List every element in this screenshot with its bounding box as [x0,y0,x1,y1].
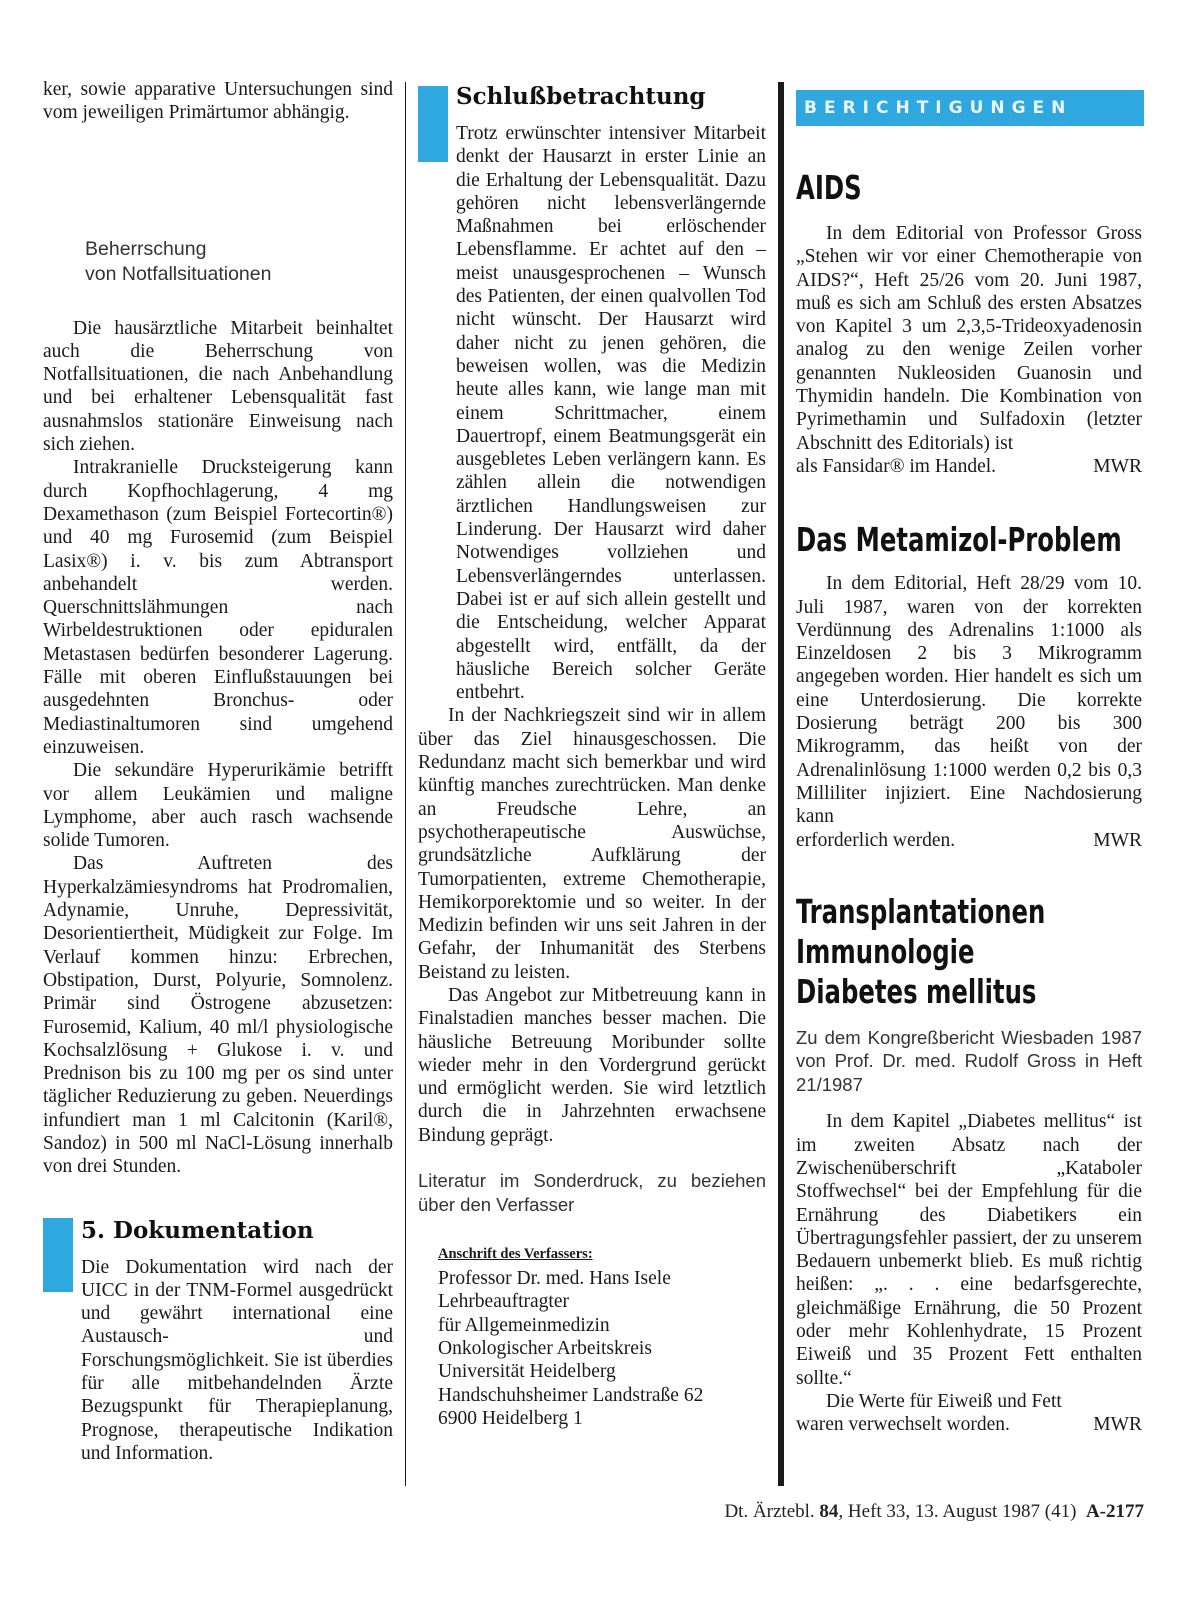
journal-name: Dt. Ärztebl. [724,1501,815,1522]
address-line: 6900 Heidelberg 1 [438,1407,583,1429]
column-divider-left [405,82,406,1486]
page-number: A-2177 [1085,1501,1144,1522]
paragraph-end: als Fansidar® im Handel. [796,455,997,477]
column-2 [418,78,766,1430]
paragraph: In dem Editorial, Heft 28/29 vom 10. Juli 1987, waren von der korrekten Verdünnung des Adrenalins 1:1000 als Einzeldosen 2 bis 3 Mikrogramm angegeben worden. Hier handelt es sich um eine Unterdosierung. Die korrekte Dosierung beträgt 200 bis 300 Mikrogramm, das heißt von der Adrenalinlösung 1:1000 werden 0,2 bis 0,3 Milliliter injiziert. Eine Nachdosierung kann [796,573,1142,828]
heading-line: Diabetes mellitus [796,971,1037,1011]
paragraph-end: erforderlich werden. [796,829,956,851]
section-title: 5. Dokumentation [81,1216,314,1244]
literature-note: Literatur im Sonderdruck, zu beziehen über den Verfasser [418,1170,766,1215]
address-line: Handschuhsheimer Landstraße 62 [438,1384,704,1406]
heading-aids: AIDS [796,168,862,207]
heading-line: Immunologie [796,931,975,971]
paragraph: Trotz erwünschter intensiver Mitarbeit denkt der Hausarzt in erster Linie an die Erhaltung der Lebensqualität. Dazu gehören nicht lebensverlängernde Maßnahmen bei erlöschender Lebensflamme. Er achtet auf den – meist unausgesprochenen – Wunsch des Patienten, der einen qualvollen Tod nicht wünscht. Der Hausarzt wird daher nicht zu jenen gehören, die beweisen wollen, was die Medizin heute alles kann, wie lange man mit einem Schrittmacher, einem Dauertropf, einem Beatmungsgerät ein ausgebletes Leben verlängern kann. Es zählen allein die notwendigen ärztlichen Handlungsweisen zur Linderung. Der Hausarzt wird daher Notwendiges vollziehen und Lebensverlängerndes unterlassen. Dabei ist er auf sich allein gestellt und die Entscheidung, welcher Apparat abgestellt wird, entfällt, da der häusliche Bereich solcher Geräte entbehrt. [456,123,766,704]
column-divider-right [778,82,784,1486]
address-label: Anschrift des Verfassers: [438,1246,593,1263]
paragraph: Das Angebot zur Mitbetreuung kann in Finalstadien manches besser machen. Die häusliche Betreuung Moribunder sollte wieder mehr in den Vordergrund gerückt und ermöglicht werden. Sie wird letztlich durch die in Jahrzehnten erwachsene Bindung geprägt. [418,984,766,1146]
paragraph: Die Werte für Eiweiß und Fett [826,1390,1062,1412]
subheading-notfall [85,237,393,287]
subheading-line: Beherrschung [85,237,207,260]
volume-number: 84 [819,1501,839,1522]
signature-line [796,455,1142,478]
issue-info: , Heft 33, 13. August 1987 (41) [838,1501,1077,1522]
heading-transplantationen [796,892,1142,1012]
continued-fragment: ker, sowie apparative Untersuchungen sind vom jeweiligen Primärtumor abhängig. [43,79,393,124]
address-line: Lehrbeauftragter [438,1291,569,1313]
address-line: Universität Heidelberg [438,1361,616,1383]
column-3 [796,78,1142,1436]
paragraph: Die sekundäre Hyperurikämie betrifft vor allem Leukämien und maligne Lymphome, aber auch rasch wachsende solide Tumoren. [43,760,393,852]
paragraph: Das Auftreten des Hyperkalzämiesyndroms hat Prodromalien, Adynamie, Unruhe, Depressivität, Desorientiertheit, Müdigkeit zur Folge. Im Verlauf kommen hinzu: Erbrechen, Obstipation, Durst, Polyurie, Somnolenz. Primär sind Östrogene abzusetzen: Furosemid, Kalium, 40 ml/l physiologische Kochsalzlösung + Glukose i. v. und Prednison bis zu 100 mg per os sind unter täglicher Reduzierung zu geben. Neuerdings infundiert man 1 ml Calcitonin (Karil®, Sandoz) in 500 ml NaCl-Lösung innerhalb von drei Stunden. [43,853,393,1178]
signature-line [796,829,1142,852]
heading-line: Transplantationen [796,891,1046,931]
berichtigungen-banner [796,90,1144,126]
signature-line [796,1413,1142,1436]
page-footer [600,1501,1144,1523]
paragraph: In dem Editorial von Professor Gross „Stehen wir vor einer Chemotherapie von AIDS?“, Heft 25/26 vom 20. Juni 1987, muß es sich am Schluß des ersten Absatzes von Kapitel 3 um 2,3,5-Trideoxyadenosin analog zu den wenige Zeilen vorher genannten Nukleosiden Guanosin und Thymidin handeln. Die Kombination von Pyrimethamin und Sulfadoxin (letzter Abschnitt des Editorials) ist [796,223,1142,454]
banner-label: BERICHTIGUNGEN [804,98,1073,118]
section-marker [43,1218,73,1292]
paragraph: In der Nachkriegszeit sind wir in allem über das Ziel hinausgeschossen. Die Redundanz macht sich bemerkbar und wird künftig manches zurechtrücken. Man denke an Freudsche Lehre, an psychotherapeutische Auswüchse, grundsätzliche Aufklärung der Tumorpatienten, extreme Chemotherapie, Hemikorporektomie und so weiter. In der Medizin befinden wir uns seit Jahren in der Gefahr, der Inhumanität des Sterbens Beistand zu leisten. [418,705,766,983]
paragraph: Intrakranielle Drucksteigerung kann durch Kopfhochlagerung, 4 mg Dexamethason (zum Beispiel Fortecortin®) und 40 mg Furosemid (zum Beispiel Lasix®) i. v. bis zum Abtransport anbehandelt werden. Querschnittslähmungen nach Wirbeldestruktionen oder epiduralen Metastasen bedürfen besonderer Lagerung. Fälle mit oberen Einflußstauungen bei ausgedehnten Bronchus- oder Mediastinaltumoren sind umgehend einzuweisen. [43,457,393,758]
subheading-line: von Notfallsituationen [85,262,272,285]
paragraph: Die hausärztliche Mitarbeit beinhaltet auch die Beherrschung von Notfallsituationen, die nach Anbehandlung und bei erhaltener Lebensqualität fast ausnahmslos stationäre Einweisung nach sich ziehen. [43,317,393,456]
signature: MWR [1093,455,1142,477]
paragraph: In dem Kapitel „Diabetes mellitus“ ist im zweiten Absatz nach der Zwischenüberschrift „Kataboler Stoffwechsel“ bei der Empfehlung für die Ernährung des Diabetikers ein Übertragungsfehler passiert, der zu unserem Bedauern unbemerkt blieb. Es muß richtig heißen: „. . . eine bedarfsgerechte, gleichmäßige Ernährung, die 50 Prozent oder mehr Kohlenhydrate, 15 Prozent Eiweiß und 35 Prozent Fett enthalten sollte.“ [796,1111,1142,1389]
address-line: für Allgemeinmedizin [438,1314,610,1336]
section-marker [418,86,448,162]
address-line: Onkologischer Arbeitskreis [438,1337,652,1359]
section-dokumentation [43,1216,393,1466]
section-title: Schlußbetrachtung [456,83,706,110]
report-intro: Zu dem Kongreßbericht Wiesbaden 1987 von Prof. Dr. med. Rudolf Gross in Heft 21/1987 [796,1026,1142,1095]
signature: MWR [1093,829,1142,851]
heading-metamizol: Das Metamizol-Problem [796,520,1122,560]
paragraph-end: waren verwechselt worden. [796,1414,1010,1436]
column-1 [43,78,393,1465]
address-line: Professor Dr. med. Hans Isele [438,1268,671,1290]
signature: MWR [1093,1414,1142,1436]
paragraph: Die Dokumentation wird nach der UICC in der TNM-Formel ausgedrückt und gewährt international eine Austausch- und Forschungsmöglichkeit. Sie ist überdies für alle mitbehandelnden Ärzte Bezugspunkt für Therapieplanung, Prognose, therapeutische Indikation und Information. [81,1256,393,1464]
section-schlussbetrachtung [418,82,766,704]
